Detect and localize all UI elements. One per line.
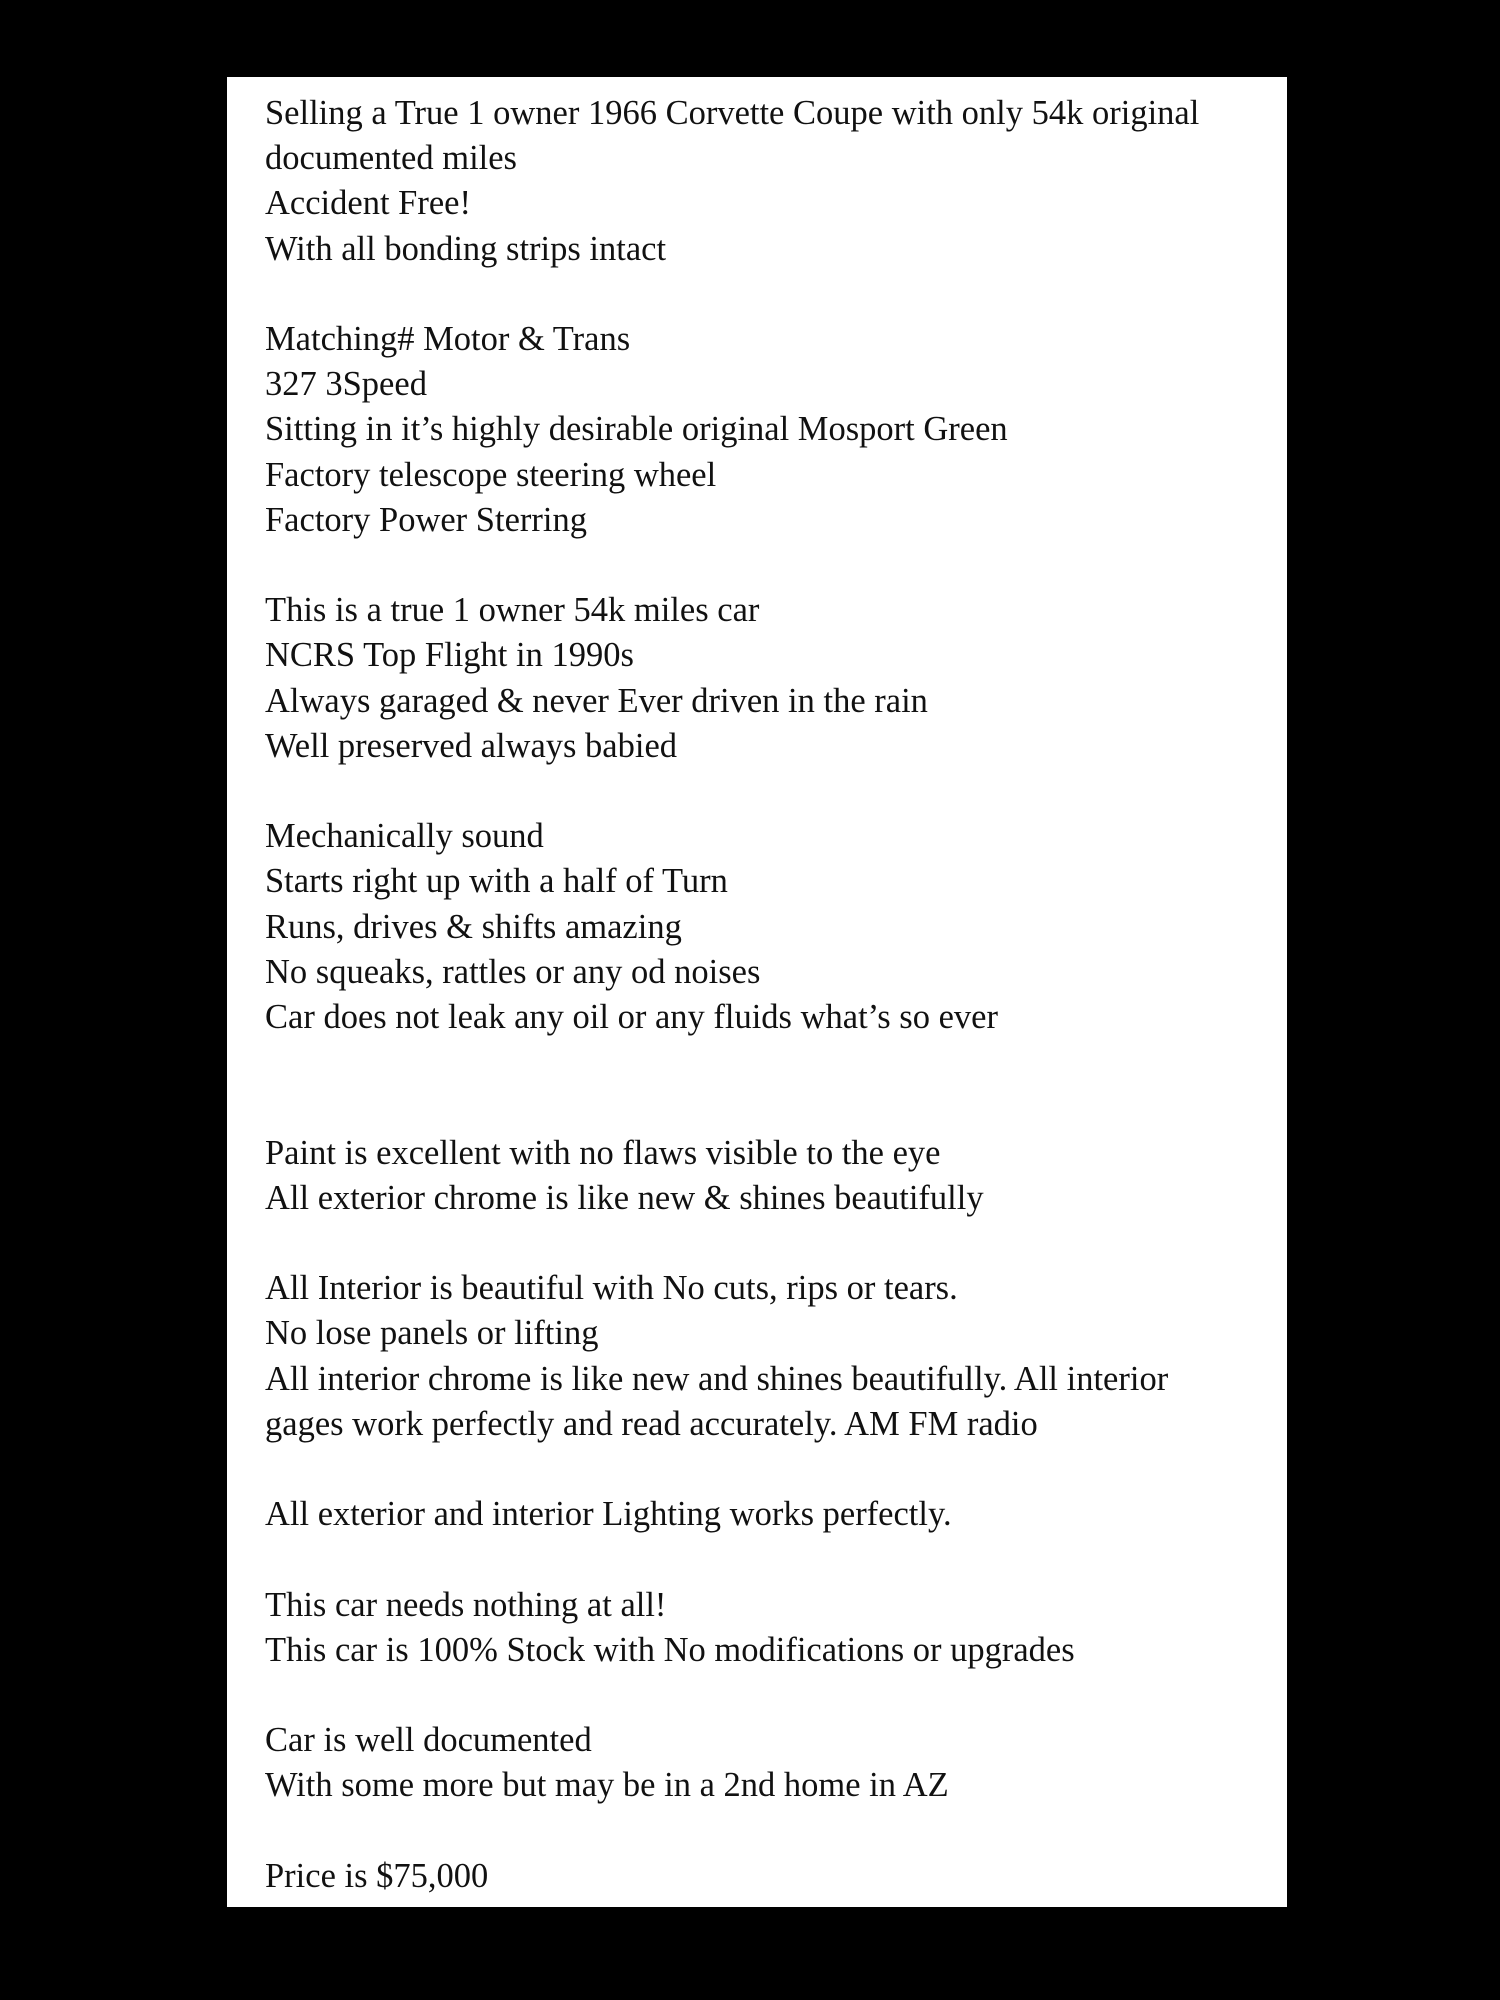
text-line: Runs, drives & shifts amazing <box>265 907 682 946</box>
blank-line <box>265 1447 1267 1492</box>
text-line: Accident Free! <box>265 184 471 223</box>
text-line: Car does not leak any oil or any fluids what’s so ever <box>265 998 998 1037</box>
text-line: Well preserved always babied <box>265 726 678 765</box>
text-line: NCRS Top Flight in 1990s <box>265 636 634 675</box>
text-line: Car is well documented <box>265 1721 592 1760</box>
text-line: Matching# Motor & Trans <box>265 320 631 358</box>
blank-line <box>265 1537 1267 1582</box>
text-line: Price is $75,000 <box>265 1856 489 1895</box>
text-line: All exterior chrome is like new & shines beautifully <box>265 1178 984 1217</box>
listing-document <box>227 77 1287 1907</box>
blank-line <box>265 1809 1267 1854</box>
blank-line <box>265 1085 1267 1130</box>
text-line: Mechanically sound <box>265 817 544 856</box>
text-line: This car needs nothing at all! <box>265 1585 667 1624</box>
text-line: 327 3Speed <box>265 365 427 404</box>
blank-line <box>265 1040 1267 1085</box>
text-line: No lose panels or lifting <box>265 1314 599 1353</box>
text-line: With all bonding strips intact <box>265 229 667 268</box>
blank-line <box>265 1221 1267 1266</box>
text-line: gages work perfectly and read accurately. AM FM radio <box>265 1404 1038 1443</box>
text-line: This is a true 1 owner 54k miles car <box>265 591 760 630</box>
text-line: Paint is excellent with no flaws visible to the eye <box>265 1133 941 1172</box>
text-line: Factory Power Sterring <box>265 500 587 539</box>
text-line: All exterior and interior Lighting works perfectly. <box>265 1495 952 1534</box>
text-line: No squeaks, rattles or any od noises <box>265 952 761 991</box>
blank-line <box>265 1673 1267 1718</box>
text-line: Selling a True 1 owner 1966 Corvette Coupe with only 54k original <box>265 94 1200 132</box>
text-line: All interior chrome is like new and shines beautifully. All interior <box>265 1359 1169 1398</box>
text-line: Always garaged & never Ever driven in the rain <box>265 681 928 720</box>
text-line: documented miles <box>265 139 517 178</box>
blank-line <box>265 272 1267 317</box>
text-line: Starts right up with a half of Turn <box>265 862 728 901</box>
blank-line <box>265 543 1267 588</box>
text-line: Sitting in it’s highly desirable original Mosport Green <box>265 410 1008 449</box>
text-line: All Interior is beautiful with No cuts, rips or tears. <box>265 1269 958 1308</box>
text-line: Factory telescope steering wheel <box>265 455 717 494</box>
blank-line <box>265 769 1267 814</box>
text-line: This car is 100% Stock with No modifications or upgrades <box>265 1630 1075 1669</box>
text-line: With some more but may be in a 2nd home in AZ <box>265 1766 949 1805</box>
